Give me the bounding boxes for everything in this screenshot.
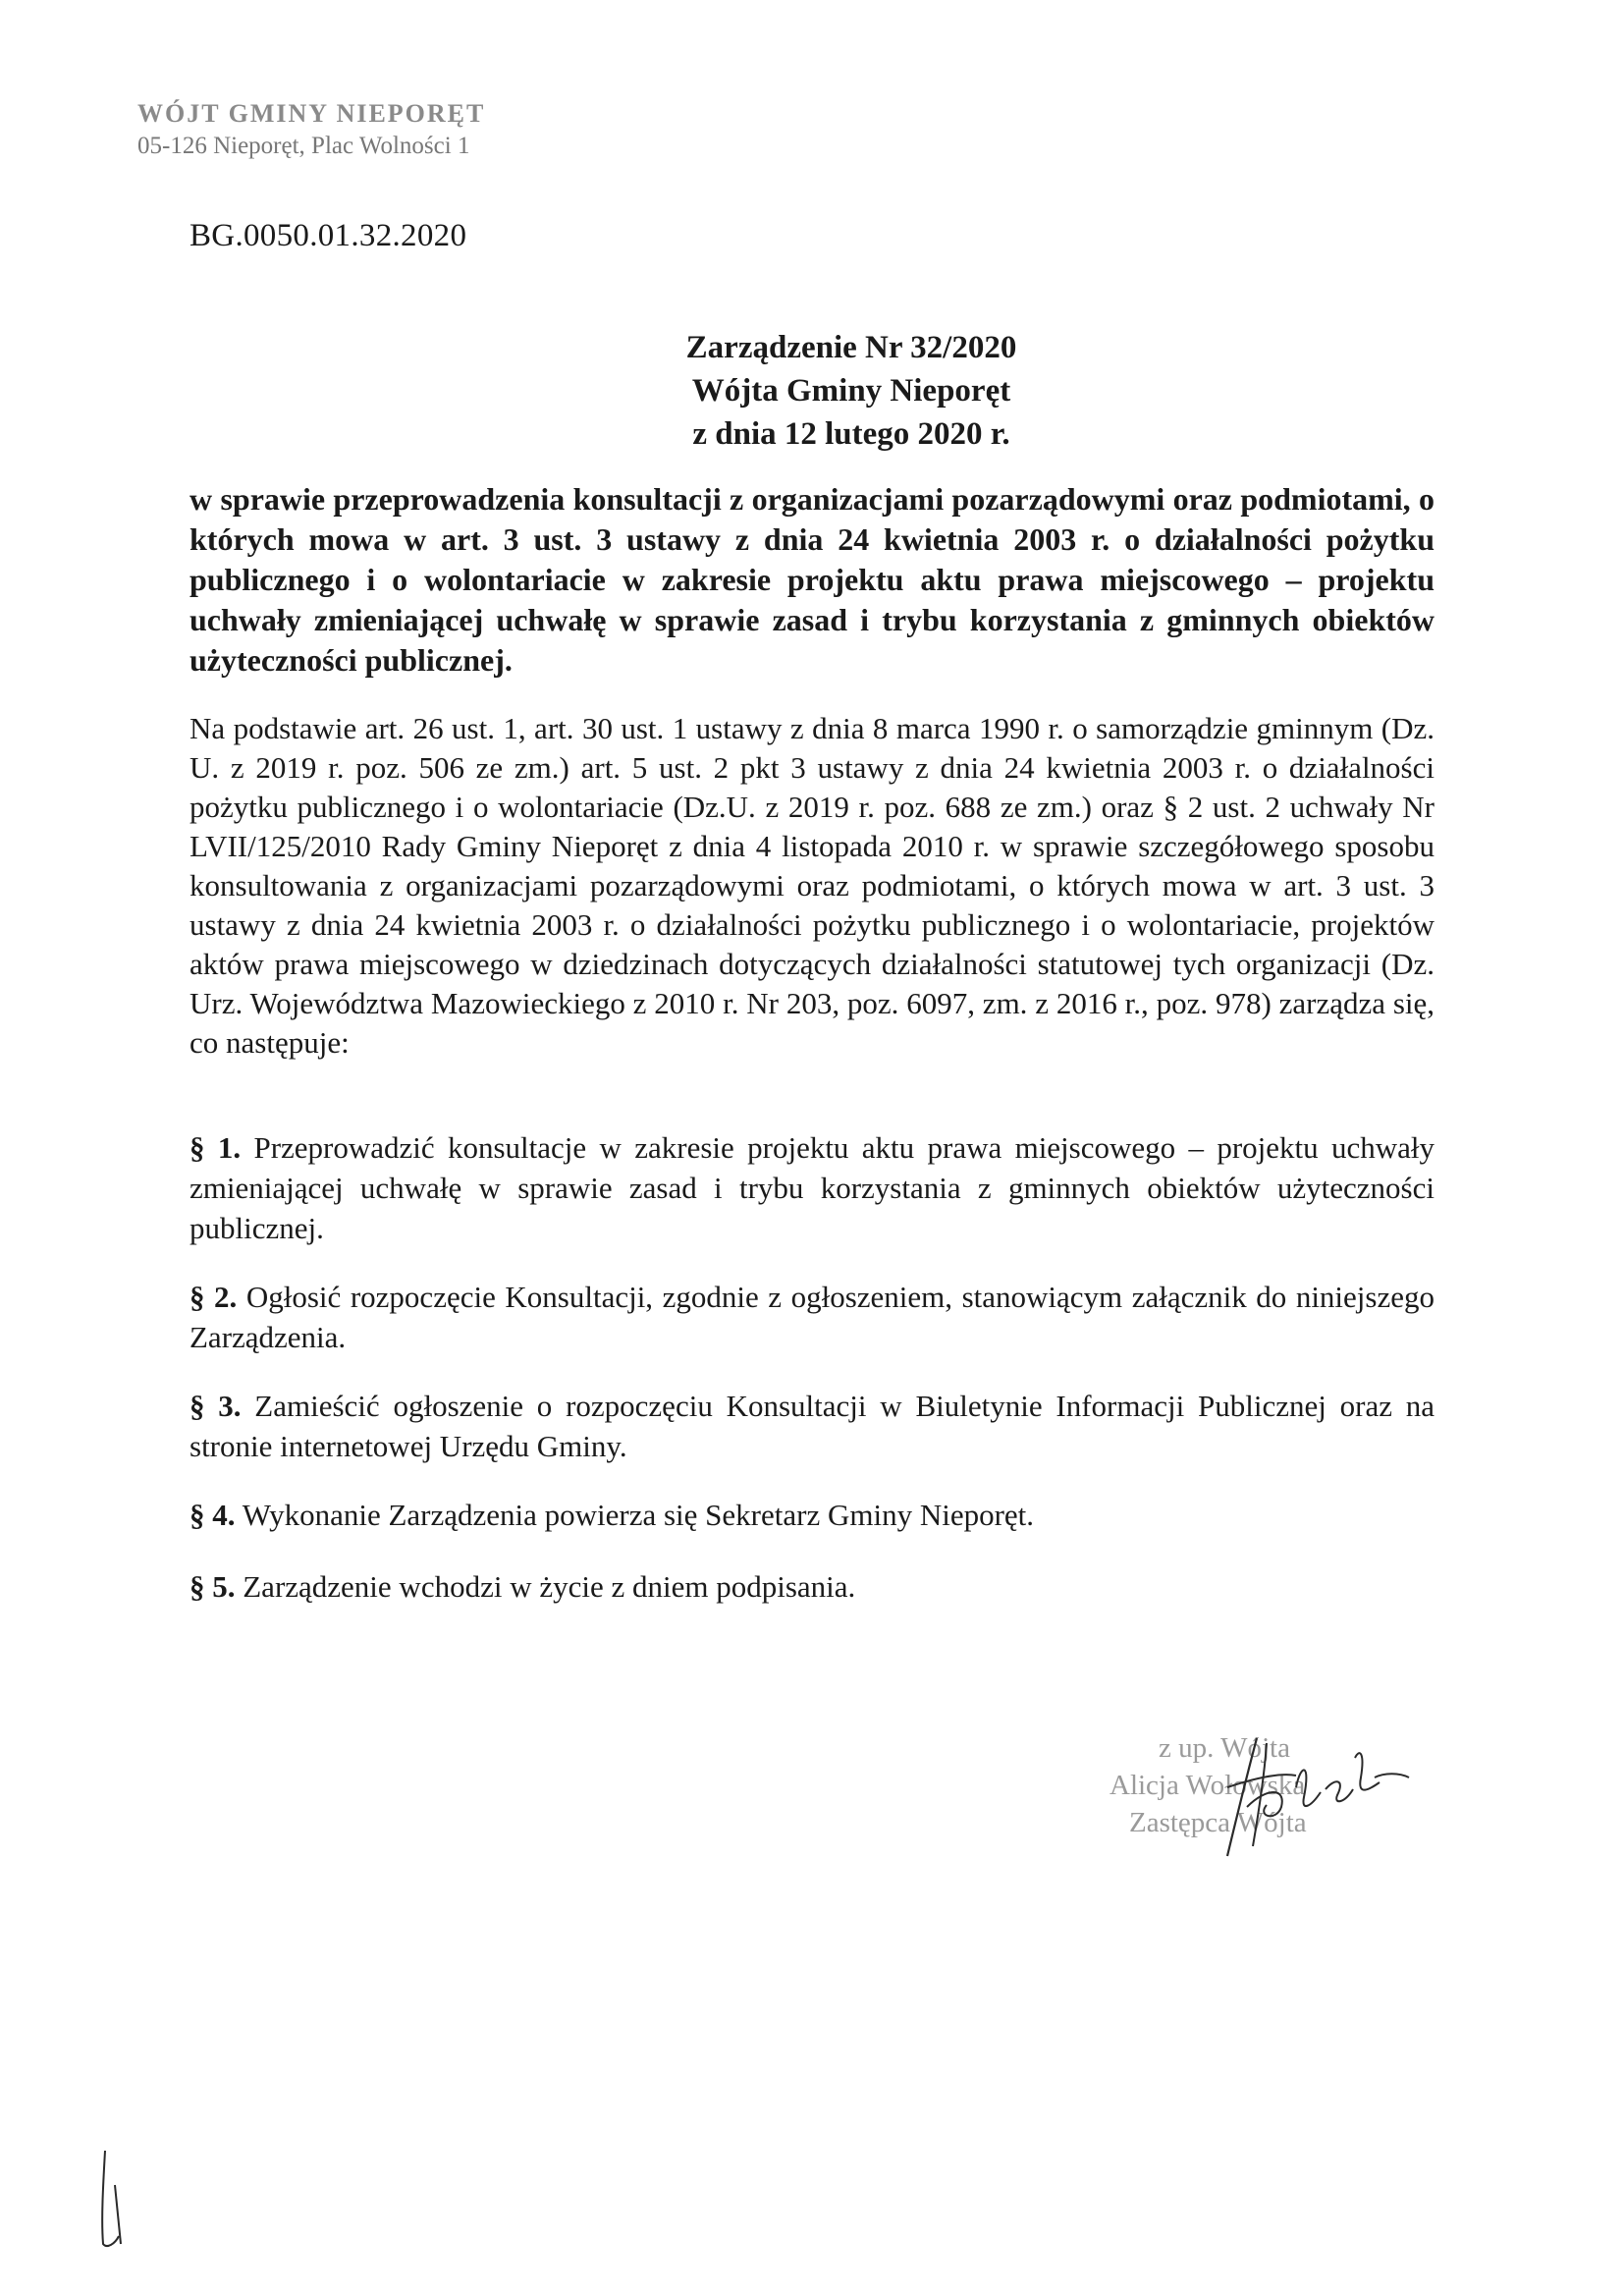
paragraph-number: § 5. [189, 1569, 236, 1604]
paragraph-text: Zamieścić ogłoszenie o rozpoczęciu Konsultacji w Biuletynie Informacji Publicznej oraz na stronie internetowej Urzędu Gminy. [189, 1389, 1435, 1463]
legal-basis: Na podstawie art. 26 ust. 1, art. 30 ust. 1 ustawy z dnia 8 marca 1990 r. o samorządzie gminnym (Dz. U. z 2019 r. poz. 506 ze zm.) art. 5 ust. 2 pkt 3 ustawy z dnia 24 kwietnia 2003 r. o działalności pożytku publicznego i o wolontariacie (Dz.U. z 2019 r. poz. 688 ze zm.) oraz § 2 ust. 2 uchwały Nr LVII/125/2010 Rady Gminy Nieporęt z dnia 4 listopada 2010 r. w sprawie szczegółowego sposobu konsultowania z organizacjami pozarządowymi oraz podmiotami, o których mowa w art. 3 ust. 3 ustawy z dnia 24 kwietnia 2003 r. o działalności pożytku publicznego i o wolontariacie, projektów aktów prawa miejscowego w dziedzinach dotyczących działalności statutowej tych organizacji (Dz. Urz. Województwa Mazowieckiego z 2010 r. Nr 203, poz. 6097, zm. z 2016 r., poz. 978) zarządza się, co następuje: [189, 711, 1435, 1060]
stamp-office-name: WÓJT GMINY NIEPORĘT [137, 99, 486, 128]
signatory-role: Zastępca Wójta [1129, 1807, 1307, 1838]
paragraph-1 [189, 1127, 1435, 1248]
document-heading [0, 326, 1624, 456]
heading-issuer: Wójta Gminy Nieporęt [691, 373, 1011, 409]
paragraph-number: § 2. [189, 1280, 238, 1314]
paragraph-text: Przeprowadzić konsultacje w zakresie projektu aktu prawa miejscowego – projektu uchwały zmieniającej uchwałę w sprawie zasad i trybu korzystania z gminnych obiektów użyteczności publicznej. [189, 1130, 1435, 1245]
signature-authority: z up. Wójta [1159, 1732, 1290, 1764]
office-stamp [137, 98, 485, 161]
paragraph-text: Ogłosić rozpoczęcie Konsultacji, zgodnie z ogłoszeniem, stanowiącym załącznik do niniejszego Zarządzenia. [189, 1280, 1435, 1354]
paragraph-2 [189, 1277, 1435, 1357]
paragraph-5 [189, 1566, 1435, 1607]
heading-date: z dnia 12 lutego 2020 r. [692, 416, 1010, 452]
reference-number: BG.0050.01.32.2020 [189, 218, 467, 253]
paragraph-4 [189, 1495, 1435, 1535]
signatory-name: Alicja Wołowska [1110, 1770, 1306, 1801]
paragraph-text: Wykonanie Zarządzenia powierza się Sekretarz Gminy Nieporęt. [235, 1498, 1035, 1532]
margin-handwritten-mark [93, 2146, 142, 2254]
paragraph-text: Zarządzenie wchodzi w życie z dniem podpisania. [235, 1569, 856, 1604]
paragraph-3 [189, 1386, 1435, 1466]
paragraph-number: § 1. [189, 1130, 242, 1165]
document-subject: w sprawie przeprowadzenia konsultacji z organizacjami pozarządowymi oraz podmiotami, o których mowa w art. 3 ust. 3 ustawy z dnia 24 kwietnia 2003 r. o działalności pożytku publicznego i o wolontariacie w zakresie projektu aktu prawa miejscowego – projektu uchwały zmieniającej uchwałę w sprawie zasad i trybu korzystania z gminnych obiektów użyteczności publicznej. [189, 481, 1435, 678]
handwritten-signature [1188, 1719, 1414, 1866]
paragraph-number: § 4. [189, 1498, 236, 1532]
heading-title: Zarządzenie Nr 32/2020 [685, 330, 1017, 365]
stamp-address: 05-126 Nieporęt, Plac Wolności 1 [137, 132, 470, 159]
paragraph-number: § 3. [189, 1389, 242, 1423]
